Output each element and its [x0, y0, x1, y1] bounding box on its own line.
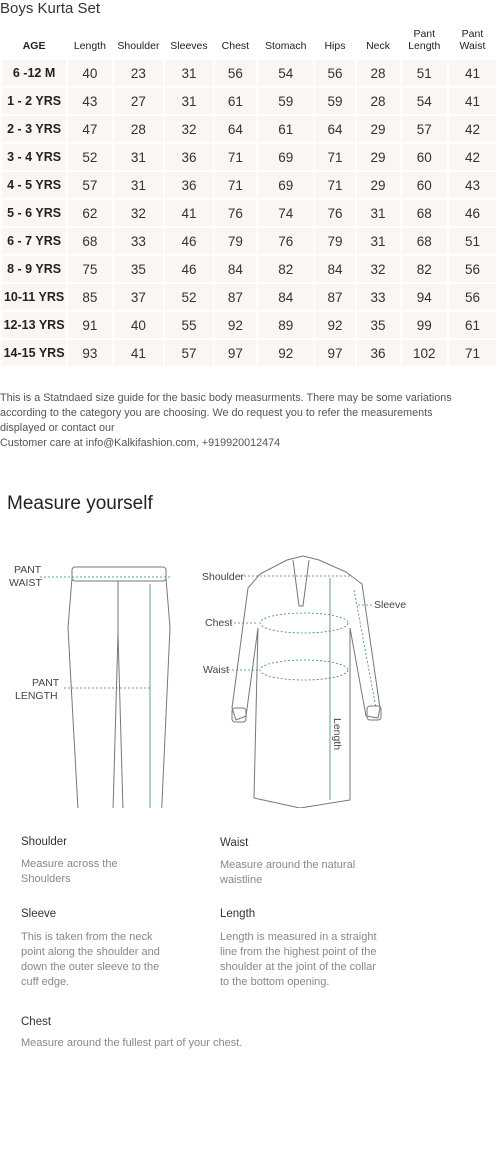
cell-stomach: 54 — [258, 60, 313, 86]
header-stomach: Stomach — [265, 40, 307, 52]
cell-pant-length: 54 — [402, 88, 447, 114]
cell-chest: 97 — [215, 340, 256, 366]
cell-pant-length: 57 — [402, 116, 447, 142]
cell-hips: 84 — [315, 256, 354, 282]
cell-age: 14-15 YRS — [2, 340, 66, 366]
cell-neck: 29 — [357, 172, 400, 198]
header-age: AGE — [22, 40, 46, 52]
cell-age: 6 - 7 YRS — [2, 228, 66, 254]
shoulder-label: Shoulder — [202, 571, 245, 583]
cell-hips: 79 — [315, 228, 354, 254]
waist-description — [220, 858, 355, 888]
cell-shoulder: 32 — [114, 200, 164, 226]
cell-stomach: 69 — [258, 144, 313, 170]
pant-waist-guide — [9, 564, 170, 589]
cell-shoulder: 33 — [114, 228, 164, 254]
table-row — [2, 116, 496, 142]
cell-hips: 64 — [315, 116, 354, 142]
cell-age: 5 - 6 YRS — [2, 200, 66, 226]
description-line: Shoulders — [21, 873, 71, 885]
cell-pant-length: 60 — [402, 172, 447, 198]
cell-hips: 59 — [315, 88, 354, 114]
description-line: down the outer sleeve to the — [21, 961, 160, 973]
cell-shoulder: 31 — [114, 144, 164, 170]
pants-illustration — [68, 567, 170, 808]
cell-shoulder: 40 — [114, 312, 164, 338]
header-pant-waist: Pant Waist — [459, 28, 486, 52]
table-row — [2, 228, 496, 254]
pant-length-label: LENGTH — [15, 690, 58, 702]
cell-shoulder: 28 — [114, 116, 164, 142]
cell-hips: 76 — [315, 200, 354, 226]
shoulder-heading: Shoulder — [21, 836, 68, 848]
pant-length-label: PANT — [32, 677, 60, 689]
description-line: Measure around the fullest part of your chest. — [21, 1037, 243, 1049]
kurta-illustration — [232, 556, 381, 808]
chest-heading: Chest — [21, 1016, 52, 1028]
description-line: This is taken from the neck — [21, 931, 153, 943]
header-length: Length — [73, 40, 106, 52]
cell-age: 1 - 2 YRS — [2, 88, 66, 114]
cell-pant-waist: 56 — [449, 284, 496, 310]
description-line: line from the highest point of the — [220, 946, 377, 958]
cell-length: 57 — [68, 172, 111, 198]
cell-pant-waist: 56 — [449, 256, 496, 282]
table-row — [2, 172, 496, 198]
size-guide-note — [0, 391, 496, 451]
cell-stomach: 89 — [258, 312, 313, 338]
cell-neck: 29 — [357, 144, 400, 170]
cell-age: 2 - 3 YRS — [2, 116, 66, 142]
cell-shoulder: 31 — [114, 172, 164, 198]
cell-neck: 28 — [357, 60, 400, 86]
cell-age: 12-13 YRS — [2, 312, 66, 338]
length-label: Length — [331, 718, 343, 751]
cell-chest: 76 — [215, 200, 256, 226]
kurta-length-guide — [330, 578, 343, 800]
header-hips: Hips — [324, 40, 346, 52]
cell-pant-length: 60 — [402, 144, 447, 170]
table-header-row — [2, 18, 496, 58]
chest-label: Chest — [205, 617, 233, 629]
cell-neck: 31 — [357, 200, 400, 226]
cell-sleeves: 46 — [165, 256, 213, 282]
cell-neck: 31 — [357, 228, 400, 254]
description-line: to the bottom opening. — [220, 976, 330, 988]
kurta-shoulder-guide — [202, 571, 350, 583]
cell-chest: 64 — [215, 116, 256, 142]
cell-sleeves: 36 — [165, 144, 213, 170]
cell-age: 4 - 5 YRS — [2, 172, 66, 198]
cell-pant-waist: 42 — [449, 144, 496, 170]
sleeve-label: Sleeve — [374, 599, 407, 611]
cell-stomach: 84 — [258, 284, 313, 310]
header-shoulder: Shoulder — [117, 40, 160, 52]
cell-neck: 32 — [357, 256, 400, 282]
cell-length: 40 — [68, 60, 111, 86]
kurta-waist-guide — [203, 660, 348, 680]
measure-yourself-heading: Measure yourself — [7, 493, 153, 514]
note-line: This is a Statndaed size guide for the basic body measurments. There may be some variations — [0, 392, 452, 404]
cell-shoulder: 27 — [114, 88, 164, 114]
sleeve-heading: Sleeve — [21, 908, 57, 920]
sleeve-description — [21, 930, 160, 990]
cell-stomach: 92 — [258, 340, 313, 366]
measurement-diagram — [0, 548, 498, 808]
cell-pant-waist: 71 — [449, 340, 496, 366]
cell-pant-length: 51 — [402, 60, 447, 86]
cell-sleeves: 46 — [165, 228, 213, 254]
description-line: Measure around the natural — [220, 859, 356, 871]
description-line: point along the shoulder and — [21, 946, 160, 958]
description-line: shoulder at the joint of the collar — [220, 961, 376, 973]
page-title: Boys Kurta Set — [0, 0, 101, 17]
pant-waist-label: PANT — [14, 564, 42, 576]
cell-sleeves: 55 — [165, 312, 213, 338]
cell-stomach: 82 — [258, 256, 313, 282]
chest-description — [21, 1036, 242, 1051]
cell-shoulder: 35 — [114, 256, 164, 282]
cell-chest: 84 — [215, 256, 256, 282]
cell-neck: 33 — [357, 284, 400, 310]
table-row — [2, 312, 496, 338]
cell-pant-waist: 43 — [449, 172, 496, 198]
cell-sleeves: 36 — [165, 172, 213, 198]
cell-pant-length: 102 — [402, 340, 447, 366]
table-row — [2, 200, 496, 226]
header-pant-length: Pant Length — [408, 28, 441, 52]
cell-pant-waist: 46 — [449, 200, 496, 226]
cell-pant-length: 82 — [402, 256, 447, 282]
header-sleeves: Sleeves — [170, 40, 208, 52]
cell-sleeves: 32 — [165, 116, 213, 142]
cell-shoulder: 41 — [114, 340, 164, 366]
cell-age: 8 - 9 YRS — [2, 256, 66, 282]
cell-pant-waist: 51 — [449, 228, 496, 254]
cell-pant-length: 94 — [402, 284, 447, 310]
cell-stomach: 61 — [258, 116, 313, 142]
cell-shoulder: 23 — [114, 60, 164, 86]
cell-chest: 56 — [215, 60, 256, 86]
cell-sleeves: 52 — [165, 284, 213, 310]
cell-chest: 79 — [215, 228, 256, 254]
table-row — [2, 284, 496, 310]
size-chart-table — [0, 16, 498, 368]
cell-hips: 97 — [315, 340, 354, 366]
cell-length: 43 — [68, 88, 111, 114]
cell-sleeves: 31 — [165, 60, 213, 86]
cell-age: 6 -12 M — [2, 60, 66, 86]
description-line: Measure across the — [21, 858, 118, 870]
pant-length-guide — [15, 584, 150, 808]
cell-sleeves: 57 — [165, 340, 213, 366]
cell-length: 47 — [68, 116, 111, 142]
cell-length: 75 — [68, 256, 111, 282]
description-line: waistline — [220, 874, 263, 886]
size-chart-body — [2, 60, 496, 366]
cell-pant-length: 68 — [402, 228, 447, 254]
cell-hips: 87 — [315, 284, 354, 310]
cell-shoulder: 37 — [114, 284, 164, 310]
cell-sleeves: 41 — [165, 200, 213, 226]
kurta-sleeve-guide — [354, 590, 406, 708]
cell-pant-waist: 42 — [449, 116, 496, 142]
note-line: according to the category you are choosing. We do request you to refer the measurements — [0, 407, 433, 419]
customer-care-contact: Customer care at info@Kalkifashion.com, +919920012474 — [0, 437, 281, 449]
cell-pant-length: 68 — [402, 200, 447, 226]
cell-length: 68 — [68, 228, 111, 254]
shoulder-description — [21, 857, 118, 887]
cell-pant-waist: 41 — [449, 60, 496, 86]
cell-neck: 35 — [357, 312, 400, 338]
cell-pant-length: 99 — [402, 312, 447, 338]
cell-length: 91 — [68, 312, 111, 338]
table-row — [2, 88, 496, 114]
cell-neck: 29 — [357, 116, 400, 142]
cell-stomach: 69 — [258, 172, 313, 198]
cell-neck: 36 — [357, 340, 400, 366]
cell-stomach: 74 — [258, 200, 313, 226]
cell-chest: 71 — [215, 172, 256, 198]
table-row — [2, 60, 496, 86]
description-line: cuff edge. — [21, 976, 70, 988]
table-row — [2, 144, 496, 170]
cell-length: 52 — [68, 144, 111, 170]
cell-pant-waist: 61 — [449, 312, 496, 338]
cell-hips: 71 — [315, 144, 354, 170]
cell-chest: 71 — [215, 144, 256, 170]
header-chest: Chest — [221, 40, 250, 52]
cell-pant-waist: 41 — [449, 88, 496, 114]
cell-sleeves: 31 — [165, 88, 213, 114]
waist-heading: Waist — [220, 837, 249, 849]
cell-length: 62 — [68, 200, 111, 226]
cell-stomach: 59 — [258, 88, 313, 114]
cell-neck: 28 — [357, 88, 400, 114]
header-neck: Neck — [366, 40, 391, 52]
kurta-chest-guide — [205, 613, 348, 633]
waist-label: Waist — [203, 664, 229, 676]
length-description — [220, 930, 377, 990]
description-line: Length is measured in a straight — [220, 931, 377, 943]
cell-stomach: 76 — [258, 228, 313, 254]
cell-chest: 61 — [215, 88, 256, 114]
cell-age: 3 - 4 YRS — [2, 144, 66, 170]
cell-length: 85 — [68, 284, 111, 310]
note-line: displayed or contact our — [0, 422, 115, 434]
pant-waist-label: WAIST — [9, 577, 42, 589]
cell-hips: 56 — [315, 60, 354, 86]
cell-chest: 87 — [215, 284, 256, 310]
cell-chest: 92 — [215, 312, 256, 338]
table-row — [2, 256, 496, 282]
cell-length: 93 — [68, 340, 111, 366]
length-heading: Length — [220, 908, 256, 920]
table-row — [2, 340, 496, 366]
cell-hips: 71 — [315, 172, 354, 198]
cell-hips: 92 — [315, 312, 354, 338]
cell-age: 10-11 YRS — [2, 284, 66, 310]
